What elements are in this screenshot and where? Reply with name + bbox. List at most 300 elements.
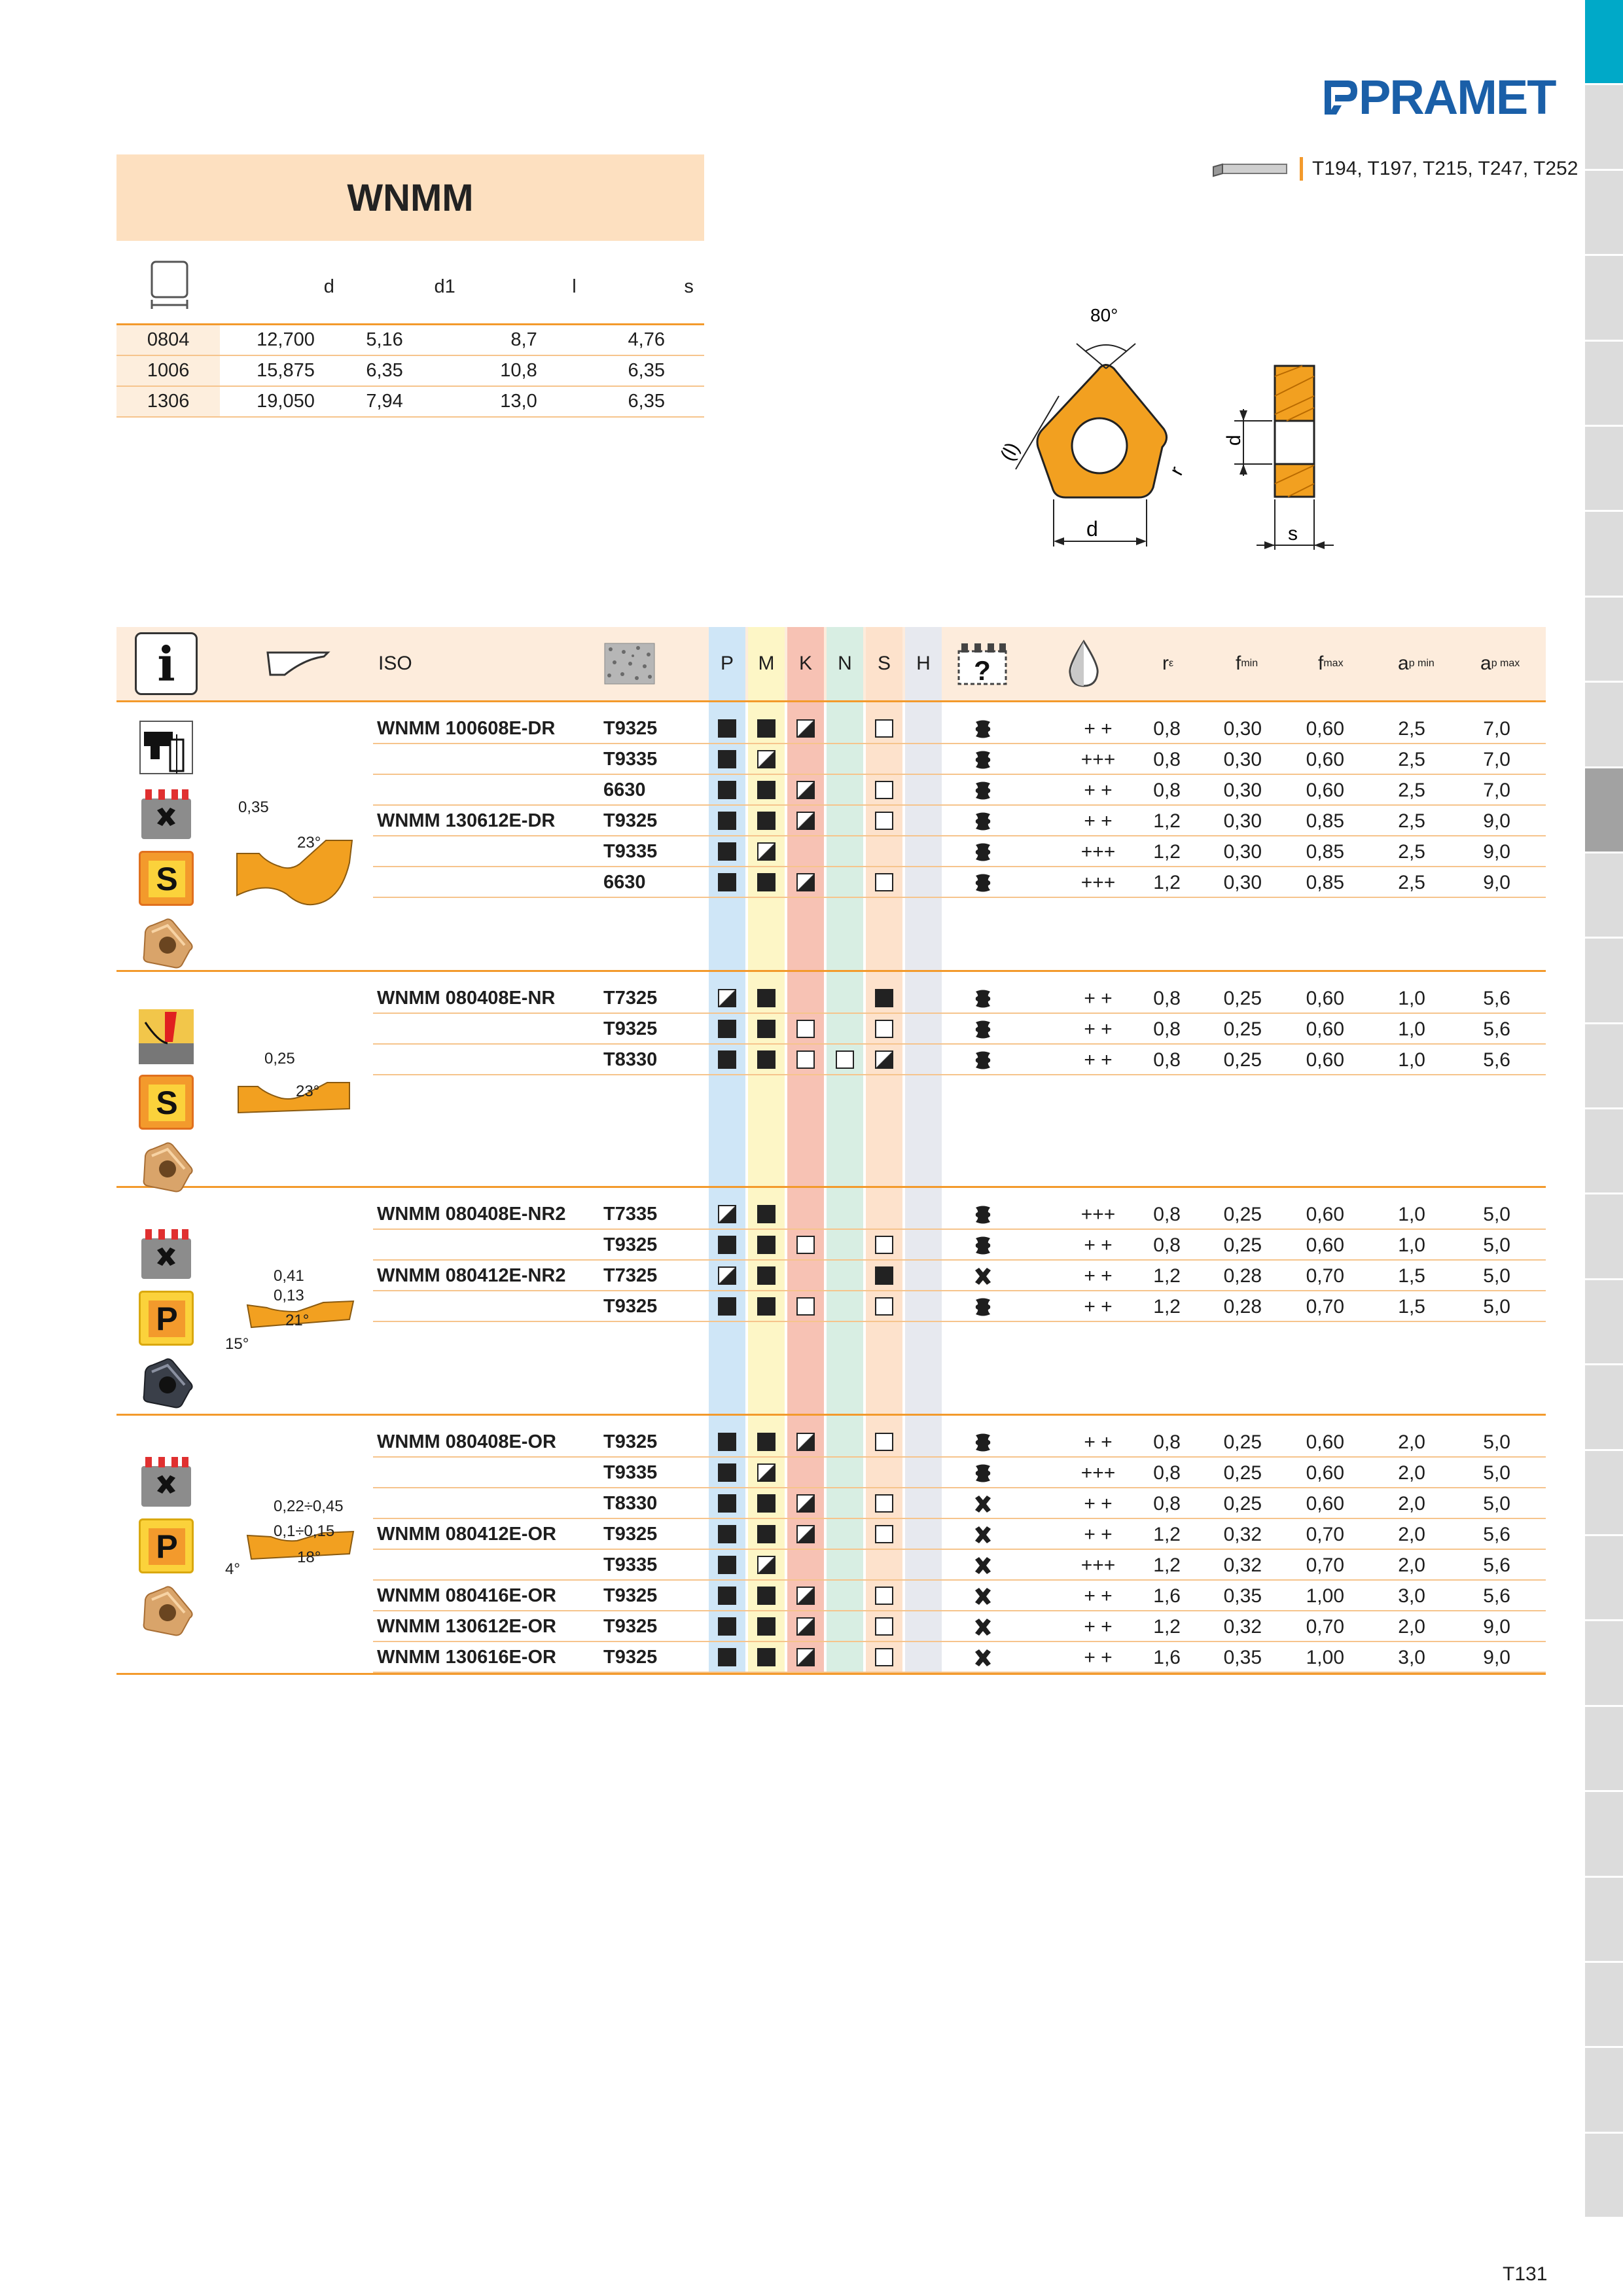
fmax-value: 0,85 [1306, 810, 1344, 832]
cutting-suitability: + + [1084, 810, 1113, 832]
suitability-full-icon [718, 1050, 736, 1069]
side-tab[interactable] [1585, 2048, 1623, 2133]
suitability-empty-icon [875, 1525, 893, 1543]
coolant-cell [972, 1488, 993, 1519]
suitability-full-icon [757, 1050, 776, 1069]
cutting-suitability: + + [1084, 987, 1113, 1009]
side-tab[interactable] [1585, 427, 1623, 512]
apmin-value: 3,0 [1398, 1646, 1425, 1668]
wet-machining-icon [972, 1297, 993, 1317]
apmax-value: 5,0 [1483, 1265, 1510, 1287]
iso-code: WNMM 080408E-NR2 [377, 1204, 566, 1225]
col-l: l [572, 276, 577, 297]
iso-code: WNMM 080412E-NR2 [377, 1265, 566, 1286]
coolant-cell [972, 1581, 993, 1611]
iso-code: WNMM 080408E-OR [377, 1431, 556, 1452]
cutting-suitability: +++ [1080, 840, 1116, 863]
suitability-full-icon [718, 781, 736, 799]
suitability-full-icon [718, 1463, 736, 1482]
apmax-value: 9,0 [1483, 810, 1510, 832]
apmax-value: 5,6 [1483, 1018, 1510, 1040]
apmax-value: 5,0 [1483, 1431, 1510, 1453]
toolholder-reference [1211, 157, 1578, 181]
apmax-value: 5,6 [1483, 1585, 1510, 1607]
apmin-value: 3,0 [1398, 1585, 1425, 1607]
table-end-line [116, 1673, 1546, 1675]
suitability-full-icon [718, 1556, 736, 1574]
fmax-value: 0,60 [1306, 987, 1344, 1009]
coolant-cell [972, 806, 993, 836]
wet-machining-icon [972, 1433, 993, 1452]
suitability-empty-icon [875, 781, 893, 799]
geometry-label: 23° [297, 834, 321, 852]
coolant-cell [972, 1199, 993, 1230]
dims-cell-d: 12,700 [220, 325, 334, 356]
insert-photo-icon [139, 1140, 194, 1195]
suitability-full-icon [757, 1648, 776, 1666]
cutting-suitability: + + [1084, 779, 1113, 801]
dims-cell-d1: 6,35 [334, 355, 455, 386]
wet-machining-icon [972, 1463, 993, 1483]
iso-code: WNMM 080416E-OR [377, 1585, 556, 1606]
dims-cell-d1: 7,94 [334, 386, 455, 417]
side-tab[interactable] [1585, 1451, 1623, 1536]
grade: T7325 [603, 988, 658, 1009]
suitability-full-icon [718, 812, 736, 830]
suitability-half-icon [757, 842, 776, 861]
coolant-cell [972, 1458, 993, 1488]
table-row [116, 1642, 1546, 1673]
side-tab[interactable] [1585, 1536, 1623, 1621]
insert-profile-icon [262, 627, 334, 700]
brand-logo [1322, 70, 1556, 124]
fmin-value: 0,25 [1223, 1234, 1262, 1256]
side-tab[interactable] [1585, 1024, 1623, 1109]
dry-machining-icon [972, 1556, 993, 1575]
ref-divider [1300, 157, 1303, 181]
re-value: 1,2 [1153, 1295, 1181, 1318]
apmax-value: 5,6 [1483, 987, 1510, 1009]
grade: T8330 [603, 1493, 658, 1514]
geometry-label: 0,13 [274, 1287, 304, 1304]
side-tab[interactable] [1585, 0, 1623, 85]
re-value: 1,2 [1153, 810, 1181, 832]
cutting-suitability: +++ [1080, 1554, 1116, 1576]
suitability-empty-icon [875, 873, 893, 891]
apmax-value: 5,6 [1483, 1554, 1510, 1576]
l-label: (l) [996, 439, 1024, 465]
suitability-half-icon [757, 750, 776, 768]
table-row [116, 983, 1546, 1014]
side-tab[interactable] [1585, 683, 1623, 768]
s-label: s [1288, 523, 1298, 545]
side-tab[interactable] [1585, 1963, 1623, 2048]
material-header-p: P [720, 653, 734, 674]
suitability-half-icon [757, 1556, 776, 1574]
apmin-value: 2,0 [1398, 1554, 1425, 1576]
fmax-value: 0,60 [1306, 1431, 1344, 1453]
table-row [116, 1427, 1546, 1458]
suitability-full-icon [718, 1494, 736, 1513]
cutting-suitability: + + [1084, 1585, 1113, 1607]
re-value: 0,8 [1153, 1462, 1181, 1484]
cutting-suitability: + + [1084, 1431, 1113, 1453]
material-header-n: N [838, 653, 852, 674]
fmax-header: f max [1318, 653, 1344, 674]
fmin-value: 0,30 [1223, 748, 1262, 770]
fmin-value: 0,25 [1223, 1049, 1262, 1071]
s-material-icon [139, 1075, 194, 1130]
fmin-value: 0,25 [1223, 1462, 1262, 1484]
cross-machining-icon [139, 1225, 194, 1280]
group-separator [116, 700, 1546, 702]
coolant-cell [972, 1045, 993, 1075]
re-value: 0,8 [1153, 1018, 1181, 1040]
apmax-value: 5,0 [1483, 1203, 1510, 1225]
suitability-empty-icon [875, 1297, 893, 1316]
pramet-logo-icon [1322, 78, 1359, 117]
side-tab[interactable] [1585, 768, 1623, 853]
fmin-value: 0,25 [1223, 987, 1262, 1009]
geometry-label: 4° [225, 1560, 240, 1578]
s-letter: S [149, 861, 185, 897]
side-tab[interactable] [1585, 939, 1623, 1024]
coolant-cell [972, 867, 993, 898]
chipbreaker-profile-diagram [228, 817, 359, 915]
grade: T9325 [603, 718, 658, 739]
col-s: s [684, 276, 694, 297]
fmin-value: 0,25 [1223, 1018, 1262, 1040]
suitability-full-icon [757, 873, 776, 891]
coolant-cell [972, 1642, 993, 1673]
dims-cell-s: 6,35 [577, 386, 704, 417]
wet-machining-icon [972, 1050, 993, 1070]
fmax-value: 0,70 [1306, 1295, 1344, 1318]
re-value: 1,6 [1153, 1585, 1181, 1607]
suitability-empty-icon [836, 1050, 854, 1069]
suitability-full-icon [718, 1236, 736, 1254]
angle-label: 80° [1090, 305, 1118, 325]
side-tab[interactable] [1585, 1707, 1623, 1792]
wet-machining-icon [972, 1205, 993, 1225]
grade: T9325 [603, 1234, 658, 1255]
apmax-value: 5,0 [1483, 1492, 1510, 1515]
fmax-value: 0,70 [1306, 1523, 1344, 1545]
apmin-value: 2,5 [1398, 840, 1425, 863]
suitability-empty-icon [875, 1648, 893, 1666]
dims-cell-code: 0804 [116, 325, 220, 356]
fmax-value: 0,85 [1306, 840, 1344, 863]
suitability-half-icon [796, 1617, 815, 1636]
re-value: 0,8 [1153, 779, 1181, 801]
apmax-header: a p max [1480, 653, 1520, 674]
fmax-value: 0,70 [1306, 1615, 1344, 1638]
geometry-label: 21° [285, 1312, 310, 1329]
dry-machining-icon [972, 1648, 993, 1668]
re-value: 0,8 [1153, 1431, 1181, 1453]
dry-machining-icon [972, 1617, 993, 1637]
side-tab[interactable] [1585, 1280, 1623, 1365]
side-index-tabs [1585, 0, 1623, 2219]
fmax-value: 1,00 [1306, 1646, 1344, 1668]
grade: T8330 [603, 1049, 658, 1070]
dry-machining-icon [972, 1525, 993, 1545]
grade: T9335 [603, 841, 658, 862]
cutting-suitability: + + [1084, 1049, 1113, 1071]
suitability-half-icon [718, 1266, 736, 1285]
fmax-value: 0,70 [1306, 1554, 1344, 1576]
fmax-value: 1,00 [1306, 1585, 1344, 1607]
re-value: 0,8 [1153, 1203, 1181, 1225]
svg-text:?: ? [974, 655, 991, 686]
side-tab[interactable] [1585, 1194, 1623, 1280]
fmin-value: 0,25 [1223, 1492, 1262, 1515]
holder-icon [139, 720, 194, 775]
re-value: 1,2 [1153, 1265, 1181, 1287]
row-divider [373, 897, 1546, 898]
d1-label: d [1223, 435, 1245, 446]
geometry-label: 0,35 [238, 798, 269, 816]
fmax-value: 0,60 [1306, 748, 1344, 770]
grade: T9325 [603, 1616, 658, 1637]
info-icon: i [135, 627, 198, 700]
side-tab[interactable] [1585, 1621, 1623, 1706]
table-row [116, 1611, 1546, 1642]
side-tab[interactable] [1585, 1792, 1623, 1877]
iso-code: WNMM 080412E-OR [377, 1524, 556, 1545]
coolant-cell [972, 1014, 993, 1045]
suitability-empty-icon [875, 812, 893, 830]
geometry-label: 0,41 [274, 1267, 304, 1285]
group-separator [116, 1186, 1546, 1188]
iso-code: WNMM 100608E-DR [377, 718, 556, 739]
wet-machining-icon [972, 812, 993, 831]
suitability-empty-icon [875, 1494, 893, 1513]
dims-cell-code: 1306 [116, 386, 220, 417]
iso-code: WNMM 080408E-NR [377, 988, 556, 1009]
grade: T9325 [603, 1647, 658, 1668]
fmin-value: 0,28 [1223, 1265, 1262, 1287]
side-tab[interactable] [1585, 1365, 1623, 1450]
re-value: 0,8 [1153, 1234, 1181, 1256]
dims-cell-d1: 5,16 [334, 325, 455, 356]
apmin-value: 2,0 [1398, 1492, 1425, 1515]
suitability-full-icon [718, 1433, 736, 1451]
apmin-value: 1,0 [1398, 1018, 1425, 1040]
suitability-full-icon [757, 719, 776, 738]
table-row [116, 713, 1546, 744]
wet-machining-icon [972, 750, 993, 770]
cutting-suitability: +++ [1080, 871, 1116, 893]
row-divider [373, 1074, 1546, 1075]
re-header: r ε [1162, 653, 1174, 674]
side-tab[interactable] [1585, 512, 1623, 597]
cutting-suitability: +++ [1080, 748, 1116, 770]
dims-cell-l: 13,0 [455, 386, 577, 417]
fmax-value: 0,60 [1306, 1234, 1344, 1256]
suitability-half-icon [875, 1050, 893, 1069]
suitability-full-icon [757, 1494, 776, 1513]
geometry-label: 0,1÷0,15 [274, 1522, 335, 1540]
cutting-suitability: + + [1084, 717, 1113, 740]
re-value: 1,2 [1153, 1523, 1181, 1545]
table-row [116, 744, 1546, 775]
side-tab[interactable] [1585, 1109, 1623, 1194]
suitability-full-icon [757, 1266, 776, 1285]
coolant-cell [972, 1291, 993, 1322]
suitability-full-icon [718, 1525, 736, 1543]
suitability-full-icon [875, 1266, 893, 1285]
dry-machining-icon [972, 1266, 993, 1286]
apmax-value: 7,0 [1483, 779, 1510, 801]
insert-dimension-diagram [975, 298, 1342, 560]
suitability-full-icon [718, 842, 736, 861]
grade: T7325 [603, 1265, 658, 1286]
fmin-value: 0,32 [1223, 1554, 1262, 1576]
geometry-label: 18° [297, 1549, 321, 1566]
suitability-empty-icon [796, 1297, 815, 1316]
apmin-value: 1,0 [1398, 987, 1425, 1009]
grade: T9325 [603, 1018, 658, 1039]
iso-code: WNMM 130616E-OR [377, 1647, 556, 1668]
side-tab[interactable] [1585, 598, 1623, 683]
suitability-full-icon [757, 1525, 776, 1543]
wet-machining-icon [972, 989, 993, 1009]
suitability-half-icon [796, 1525, 815, 1543]
dims-cell-code: 1006 [116, 355, 220, 386]
wet-machining-icon [972, 781, 993, 800]
table-row [116, 1458, 1546, 1488]
cutting-suitability: +++ [1080, 1462, 1116, 1484]
suitability-half-icon [796, 1494, 815, 1513]
s-letter: S [149, 1085, 185, 1121]
fmax-value: 0,85 [1306, 871, 1344, 893]
suitability-full-icon [718, 1587, 736, 1605]
side-tab[interactable] [1585, 256, 1623, 341]
suitability-half-icon [757, 1463, 776, 1482]
dimensions-table [116, 250, 704, 418]
suitability-full-icon [718, 1020, 736, 1038]
cutting-suitability: + + [1084, 1646, 1113, 1668]
table-row [116, 1230, 1546, 1261]
suitability-full-icon [757, 1617, 776, 1636]
suitability-full-icon [757, 1020, 776, 1038]
side-tab[interactable] [1585, 342, 1623, 427]
suitability-full-icon [718, 1648, 736, 1666]
fmin-value: 0,30 [1223, 717, 1262, 740]
apmax-value: 5,0 [1483, 1295, 1510, 1318]
p-letter: P [149, 1528, 185, 1565]
apmin-value: 1,0 [1398, 1203, 1425, 1225]
fmin-value: 0,30 [1223, 810, 1262, 832]
toolholder-icon [1211, 158, 1289, 180]
suitability-empty-icon [875, 1020, 893, 1038]
insert-photo-icon [139, 1584, 194, 1639]
geometry-label: 23° [296, 1083, 320, 1100]
dims-cell-l: 10,8 [455, 355, 577, 386]
side-tab[interactable] [1585, 1878, 1623, 1963]
wet-machining-icon [972, 873, 993, 893]
suitability-half-icon [796, 873, 815, 891]
coolant-drop-icon [1064, 627, 1103, 700]
grade: T7335 [603, 1204, 658, 1225]
apmin-header: a p min [1398, 653, 1435, 674]
geometry-label: 0,22÷0,45 [274, 1498, 344, 1515]
re-value: 0,8 [1153, 987, 1181, 1009]
coolant-cell [972, 744, 993, 775]
apmin-value: 2,0 [1398, 1615, 1425, 1638]
suitability-full-icon [757, 1236, 776, 1254]
material-header-h: H [916, 653, 931, 674]
apmin-value: 2,5 [1398, 871, 1425, 893]
p-letter: P [149, 1300, 185, 1337]
grade: 6630 [603, 872, 646, 893]
group-separator [116, 970, 1546, 972]
suitability-full-icon [875, 989, 893, 1007]
re-value: 1,6 [1153, 1646, 1181, 1668]
cutting-suitability: + + [1084, 1523, 1113, 1545]
fmin-value: 0,28 [1223, 1295, 1262, 1318]
dims-cell-l: 8,7 [455, 325, 577, 356]
suitability-full-icon [718, 873, 736, 891]
coolant-cell [972, 1611, 993, 1642]
fmin-value: 0,32 [1223, 1615, 1262, 1638]
cutting-suitability: + + [1084, 1615, 1113, 1638]
apmin-value: 2,0 [1398, 1523, 1425, 1545]
apmax-value: 5,6 [1483, 1049, 1510, 1071]
toolholder-refs: T194, T197, T215, T247, T252 [1312, 158, 1578, 179]
fmax-value: 0,60 [1306, 1018, 1344, 1040]
fmin-header: f min [1236, 653, 1258, 674]
cross-machining-icon [139, 1453, 194, 1508]
chipbreaker-help-icon [953, 627, 1012, 700]
table-row [116, 775, 1546, 806]
apmin-value: 2,0 [1398, 1431, 1425, 1453]
insert-size-icon [116, 250, 220, 325]
material-header-s: S [877, 653, 891, 674]
wet-machining-icon [972, 1020, 993, 1039]
side-tab[interactable] [1585, 85, 1623, 170]
geometry-label: 15° [225, 1335, 249, 1353]
suitability-half-icon [718, 1205, 736, 1223]
dims-cell-s: 6,35 [577, 355, 704, 386]
fmax-value: 0,60 [1306, 1492, 1344, 1515]
material-header-m: M [758, 653, 775, 674]
material-header-k: K [798, 653, 812, 674]
apmin-value: 1,5 [1398, 1295, 1425, 1318]
p-material-icon [139, 1518, 194, 1573]
apmin-value: 1,0 [1398, 1234, 1425, 1256]
re-value: 0,8 [1153, 1049, 1181, 1071]
apmin-value: 2,5 [1398, 810, 1425, 832]
side-tab[interactable] [1585, 853, 1623, 939]
dims-row [116, 386, 704, 417]
apmax-value: 5,0 [1483, 1462, 1510, 1484]
page-number: T131 [1503, 2263, 1548, 2285]
finishing-icon [139, 1009, 194, 1064]
apmax-value: 9,0 [1483, 1615, 1510, 1638]
suitability-half-icon [796, 1648, 815, 1666]
suitability-half-icon [718, 989, 736, 1007]
side-tab[interactable] [1585, 2134, 1623, 2219]
wet-machining-icon [972, 1236, 993, 1255]
apmax-value: 7,0 [1483, 748, 1510, 770]
table-row [116, 1199, 1546, 1230]
side-tab[interactable] [1585, 171, 1623, 256]
cutting-suitability: + + [1084, 1295, 1113, 1318]
dims-row [116, 355, 704, 386]
apmin-value: 2,5 [1398, 779, 1425, 801]
